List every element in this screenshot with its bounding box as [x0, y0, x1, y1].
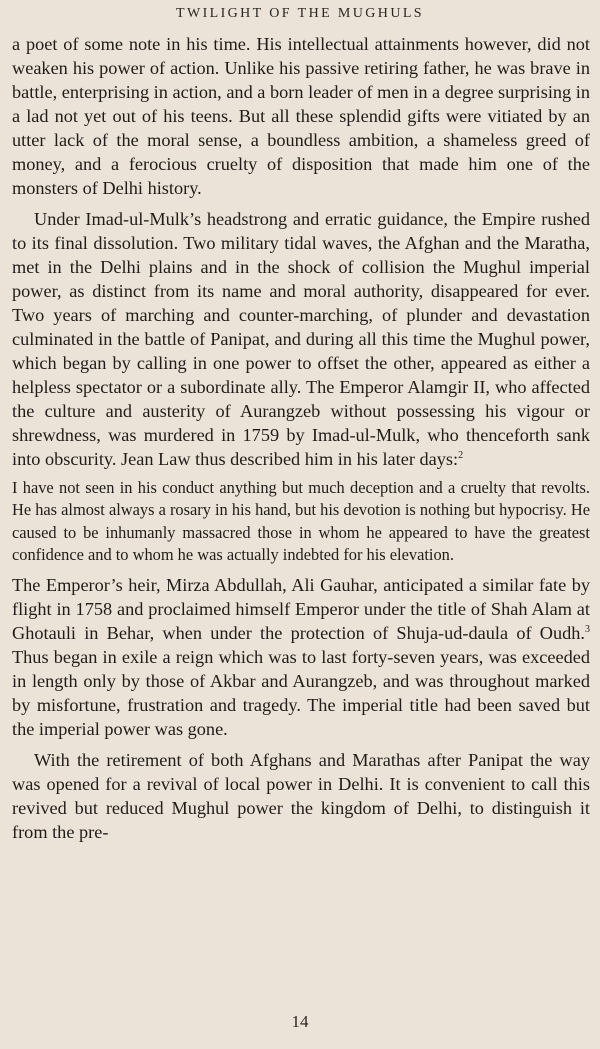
paragraph-4-text: With the retirement of both Afghans and Marathas after Panipat the way was opened for a revival of local power in Delhi. It is convenient to call this revived but reduced Mughul power the kingdom of Delhi, to distinguish it from the pre- [12, 749, 590, 842]
block-quote [12, 477, 590, 567]
running-head: TWILIGHT OF THE MUGHULS [176, 6, 424, 21]
paragraph-2 [12, 207, 590, 471]
body-text [12, 32, 590, 844]
footnote-mark-3: 3 [585, 623, 590, 635]
block-quote-text: I have not seen in his conduct anything but much deception and a cruelty that revolts. He has almost always a rosary in his hand, but his devotion is nothing but hypocrisy. He caused to be inhumanly massacred those in whom he appeared to have the greatest confidence and to whom he was actually indebted for his elevation. [12, 478, 590, 565]
paragraph-2-text: Under Imad-ul-Mulk’s headstrong and erratic guidance, the Empire rushed to its final dissolution. Two military tidal waves, the Afghan and the Maratha, met in the Delhi plains and in the shock of collision the Mughul imperial power, as distinct from its name and moral authority, disappeared for ever. Two years of marching and counter-marching, of plunder and devastation culminated in the battle of Panipat, and during all this time the Mughul power, which began by calling in one power to offset the other, appeared as either a helpless spectator or a subordinate ally. The Emperor Alamgir II, who affected the culture and austerity of Aurangzeb without possessing his vigour or shrewdness, was murdered in 1759 by Imad-ul-Mulk, who thenceforth sank into obscurity. Jean Law thus described him in his later days: [12, 209, 590, 469]
page-number: 14 [291, 1012, 309, 1031]
paragraph-3-text-b: Thus began in exile a reign which was to last forty-seven years, was exceeded in length only by those of Akbar and Aurangzeb, and was throughout marked by misfortune, frustration and tragedy. The imperial title had been saved but the imperial power was gone. [12, 646, 590, 739]
paragraph-3-text-a: The Emperor’s heir, Mirza Abdullah, Ali Gauhar, anticipated a similar fate by flight in 1758 and proclaimed himself Emperor under the title of Shah Alam at Ghotauli in Behar, when under the protection of Shuja-ud-daula of Oudh. [12, 574, 590, 643]
footnote-mark-2: 2 [458, 449, 464, 461]
paragraph-1-text: a poet of some note in his time. His intellectual attainments however, did not weaken his power of action. Unlike his passive retiring father, he was brave in battle, enterprising in action, and a born leader of men in a degree surprising in a lad not yet out of his teens. But all these splendid gifts were vitiated by an utter lack of the moral sense, a boundless ambition, a shameless greed of money, and a ferocious cruelty of disposition that made him one of the monsters of Delhi history. [12, 34, 590, 198]
paragraph-3 [12, 573, 590, 741]
paragraph-4 [12, 748, 590, 844]
paragraph-1 [12, 32, 590, 200]
